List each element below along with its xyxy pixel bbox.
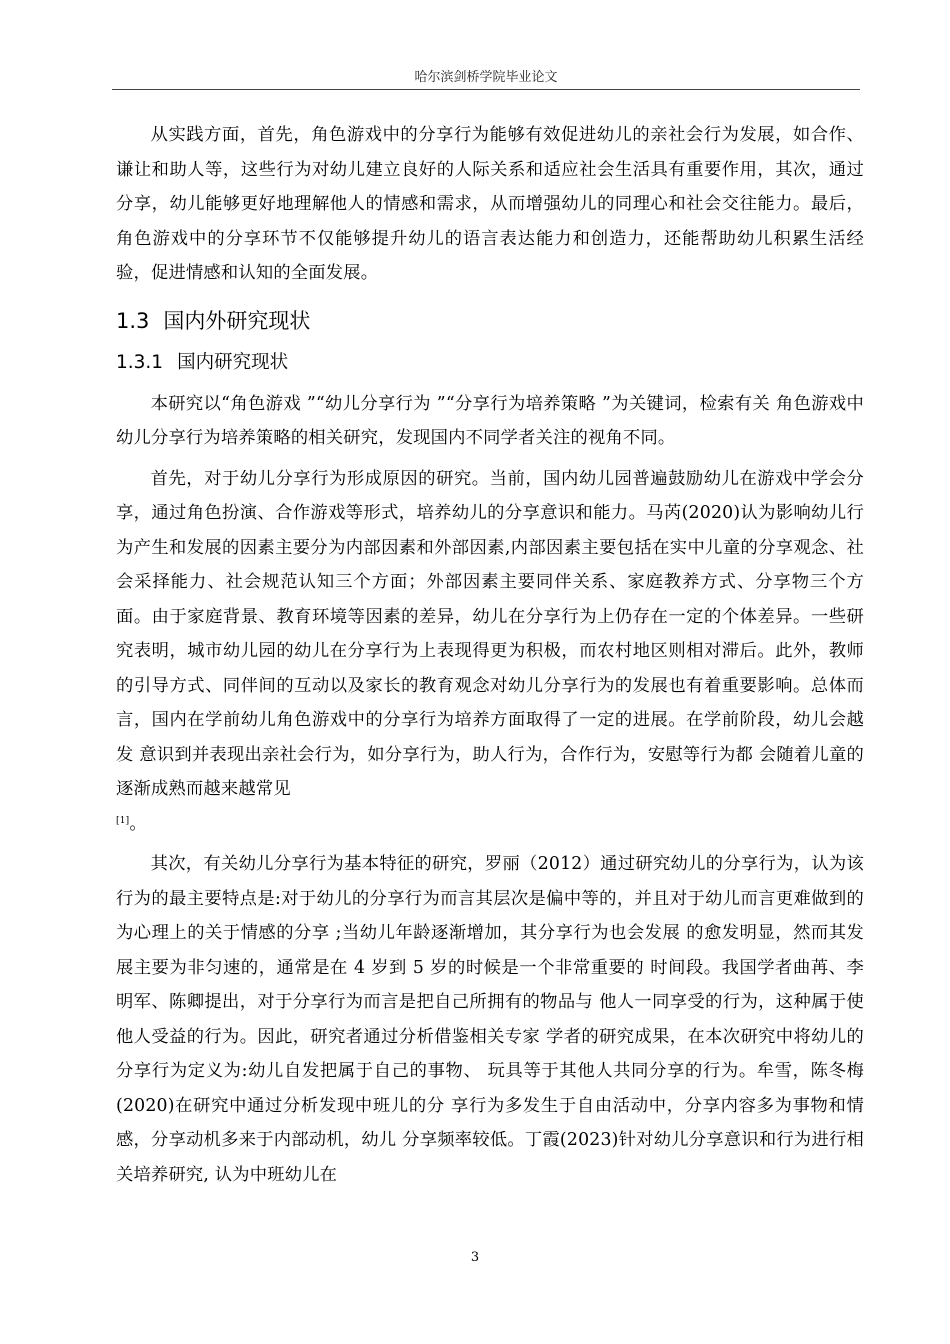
page-body — [116, 118, 864, 1192]
paragraph-causes-text: 首先，对于幼儿分享行为形成原因的研究。当前，国内幼儿园普遍鼓励幼儿在游戏中学会分享，通过角色扮演、合作游戏等形式，培养幼儿的分享意识和能力。马芮(2020)认为影响幼儿行为产生和发展的因素主要分为内部因素和外部因素,内部因素主要包括在实中儿童的分享观念、社会采择能力、社会规范认知三个方面；外部因素主要同伴关系、家庭教养方式、分享物三个方面。由于家庭背景、教育环境等因素的差异，幼儿在分享行为上仍存在一定的个体差异。一些研究表明，城市幼儿园的幼儿在分享行为上表现得更为积极，而农村地区则相对滞后。此外，教师的引导方式、同伴间的互动以及家长的教育观念对幼儿分享行为的发展也有着重要影响。总体而言，国内在学前幼儿角色游戏中的分享行为培养方面取得了一定的进展。在学前阶段，幼儿会越发 意识到并表现出亲社会行为，如分享行为，助人行为，合作行为，安慰等行为都 会随着儿童的逐渐成熟而越来越常见 — [116, 468, 864, 799]
subsection-number: 1.3.1 — [116, 351, 164, 373]
paragraph-causes-end: 。 — [129, 813, 147, 834]
header-divider — [112, 89, 860, 90]
citation-ref[interactable]: [1] — [116, 815, 130, 826]
page-number: 3 — [470, 1250, 480, 1265]
paragraph-practice: 从实践方面，首先，角色游戏中的分享行为能够有效促进幼儿的亲社会行为发展，如合作、谦让和助人等，这些行为对幼儿建立良好的人际关系和适应社会生活具有重要作用，其次，通过分享，幼儿能够更好地理解他人的情感和需求，从而增强幼儿的同理心和社会交往能力。最后，角色游戏中的分享环节不仅能够提升幼儿的语言表达能力和创造力，还能帮助幼儿积累生活经验，促进情感和认知的全面发展。 — [116, 125, 864, 283]
paragraph-causes — [116, 462, 864, 842]
subsection-heading-1-3-1 — [116, 345, 864, 381]
running-header: 哈尔滨剑桥学院毕业论文 — [414, 70, 558, 85]
section-number: 1.3 — [116, 308, 150, 333]
section-title: 国内外研究现状 — [163, 308, 311, 333]
subsection-title: 国内研究现状 — [177, 351, 289, 373]
paragraph-keywords: 本研究以“角色游戏 ”“幼儿分享行为 ”“分享行为培养策略 ”为关键词，检索有关 角色游戏中幼儿分享行为培养策略的相关研究，发现国内不同学者关注的视角不同。 — [116, 393, 864, 448]
paragraph-features: 其次，有关幼儿分享行为基本特征的研究，罗丽（2012）通过研究幼儿的分享行为，认为该行为的最主要特点是:对于幼儿的分享行为而言其层次是偏中等的，并且对于幼儿而言更难做到的为心理上的关于情感的分享 ;当幼儿年龄逐渐增加，其分享行为也会发展 的愈发明显，然而其发展主要为非匀速的，通常是在 4 岁到 5 岁的时候是一个非常重要的 时间段。我国学者曲苒、李明军、陈卿提出，对于分享行为而言是把自己所拥有的物品与 他人一同享受的行为，这种属于使他人受益的行为。因此，研究者通过分析借鉴相关专家 学者的研究成果，在本次研究中将幼儿的分享行为定义为:幼儿自发把属于自己的事物、 玩具等于其他人共同分享的行为。牟雪，陈冬梅(2020)在研究中通过分析发现中班儿的分 享行为多发生于自由活动中，分享内容多为事物和情感，分享动机多来于内部动机，幼儿 分享频率较低。丁霞(2023)针对幼儿分享意识和行为进行相关培养研究, 认为中班幼儿在 — [116, 854, 864, 1185]
section-heading-1-3 — [116, 303, 864, 339]
